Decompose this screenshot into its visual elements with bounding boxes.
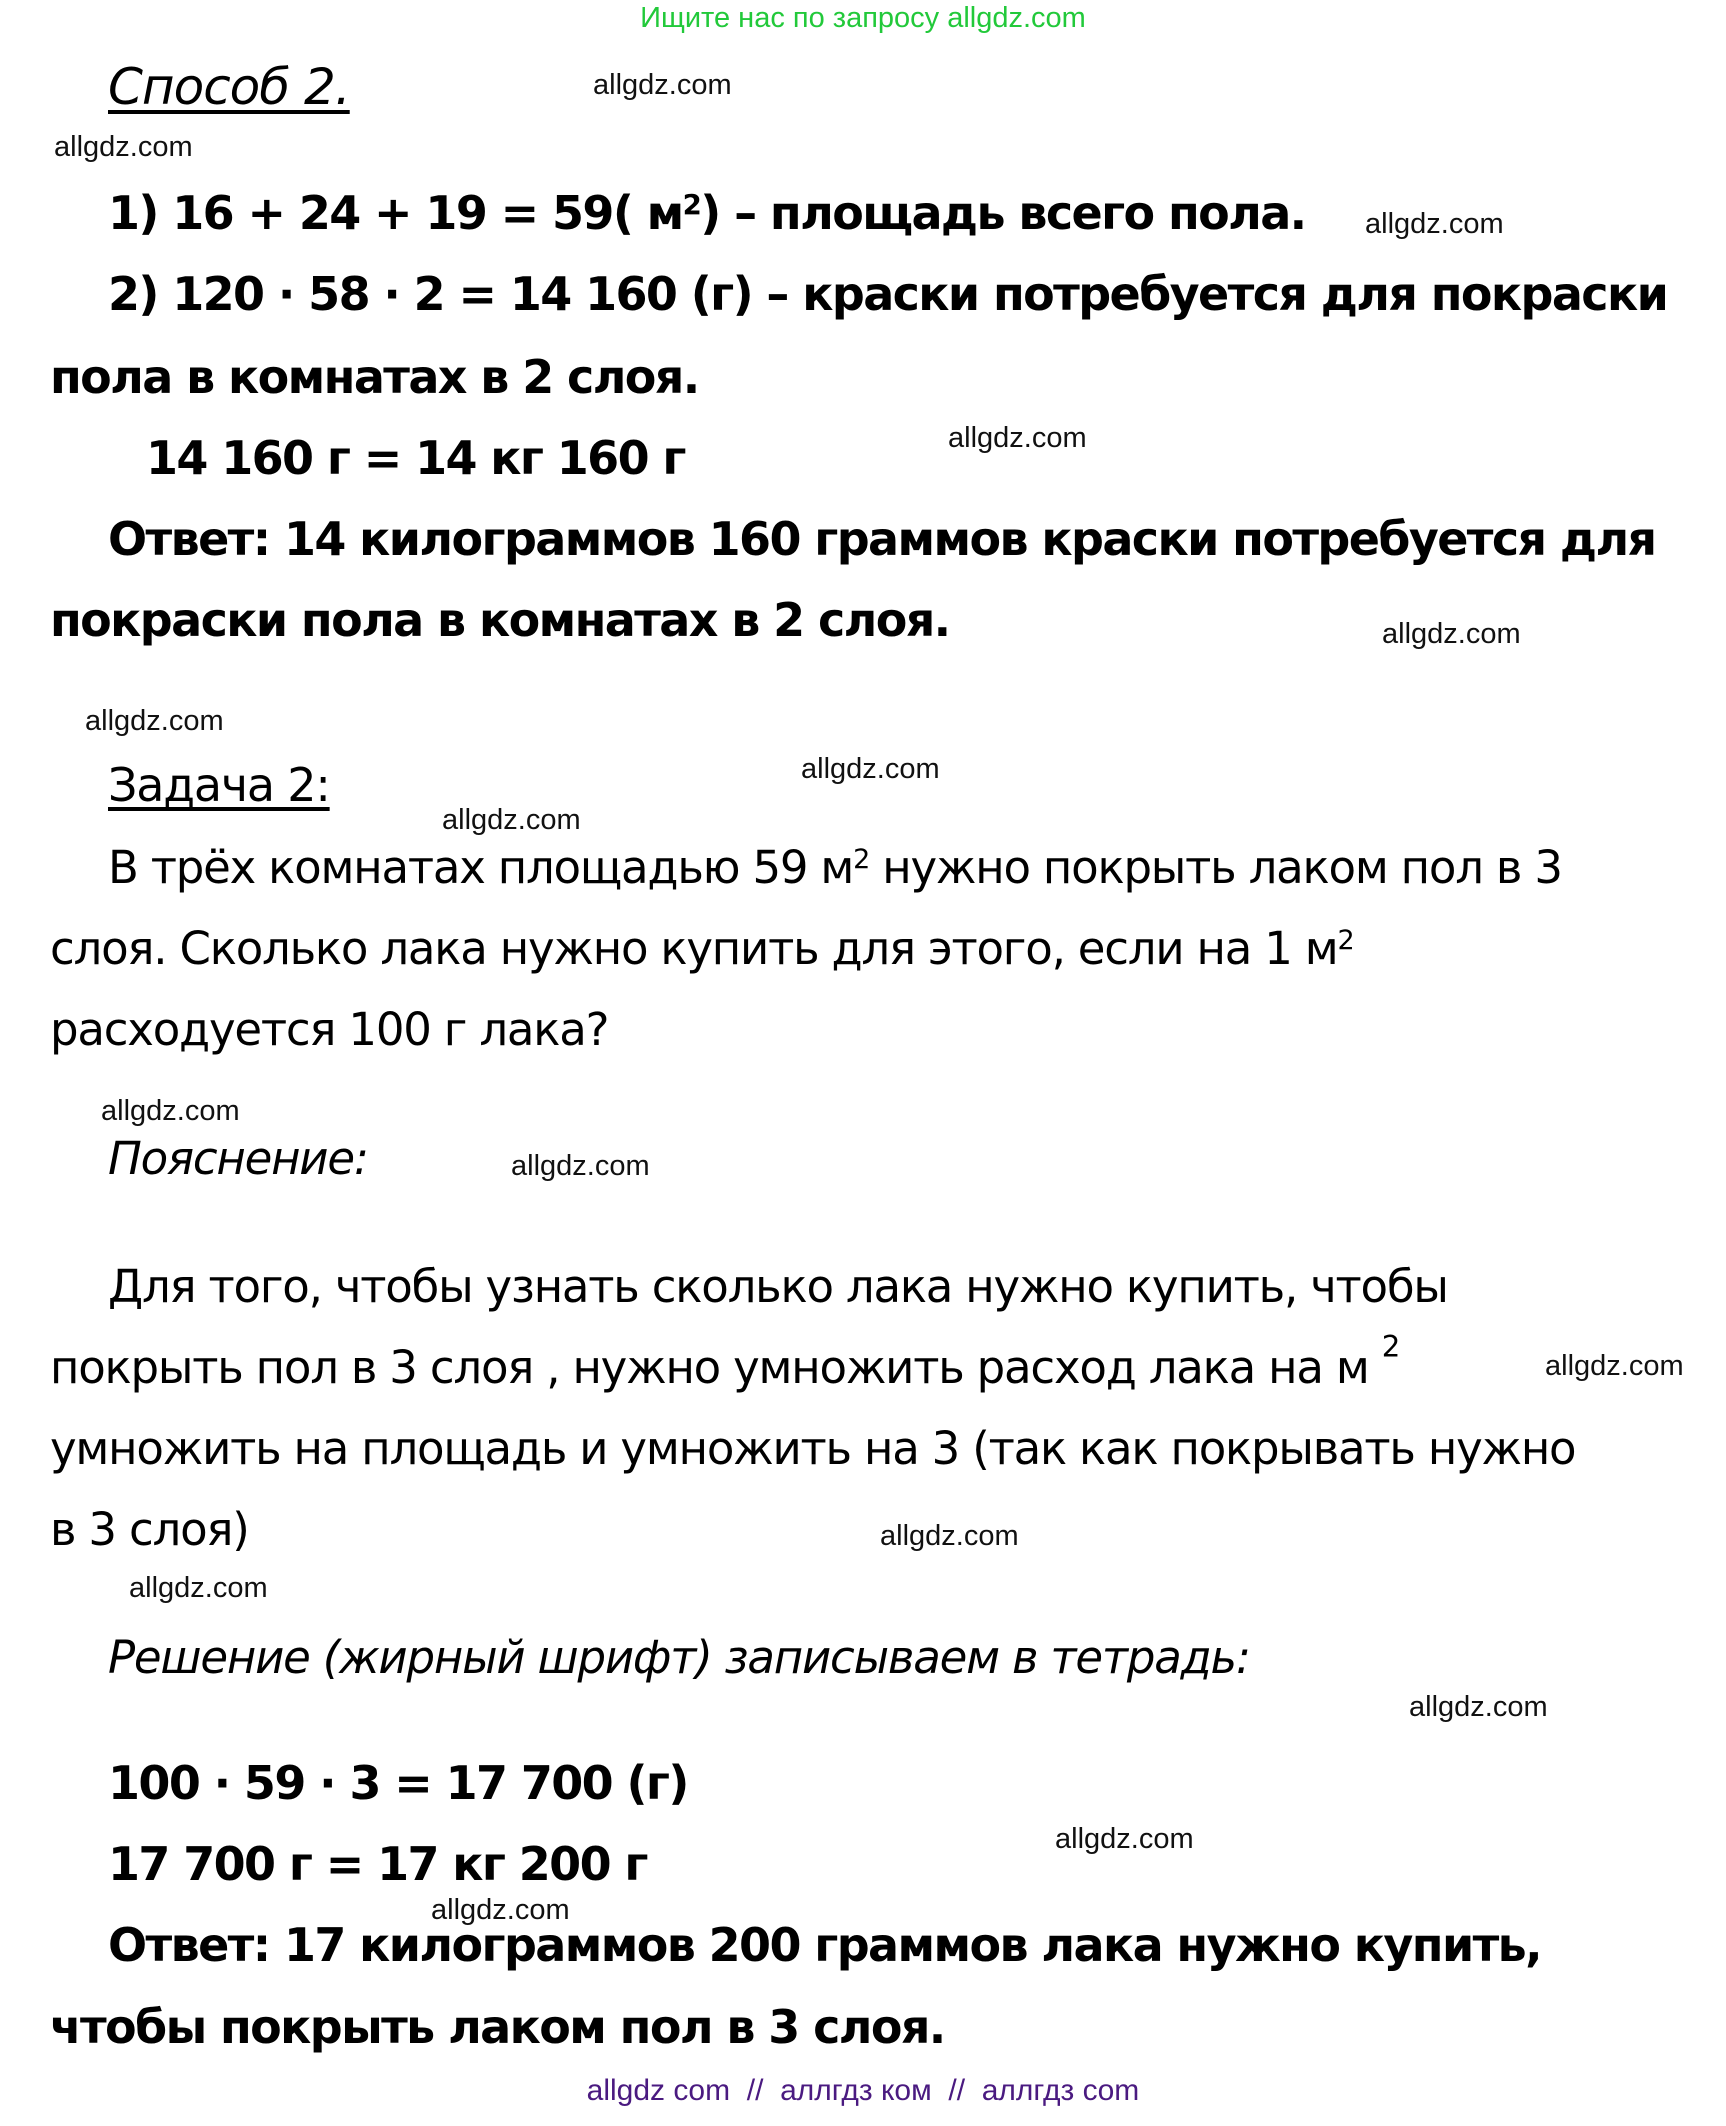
explanation-line-2-sup: 2 <box>1381 1329 1400 1364</box>
problem-line-2-sup: 2 <box>1337 925 1354 957</box>
conversion-2: 17 700 г = 17 кг 200 г <box>108 1837 647 1891</box>
solution-title: Решение (жирный шрифт) записываем в тетрадь: <box>108 1631 1250 1684</box>
step-2-line-2: пола в комнатах в 2 слоя. <box>50 350 699 404</box>
problem-line-1 <box>108 841 1562 894</box>
problem-line-3: расходуется 100 г лака? <box>50 1003 609 1056</box>
watermark: allgdz.com <box>801 753 940 785</box>
explanation-line-4: в 3 слоя) <box>50 1503 249 1556</box>
method-title: Способ 2. <box>108 58 350 116</box>
watermark: allgdz.com <box>593 69 732 101</box>
watermark: allgdz.com <box>880 1520 1019 1552</box>
problem-line-2-pre: слоя. Сколько лака нужно купить для этого, если на 1 м <box>50 922 1338 975</box>
watermark: allgdz.com <box>54 131 193 163</box>
problem-line-2 <box>50 922 1354 975</box>
conversion-1: 14 160 г = 14 кг 160 г <box>146 431 685 485</box>
answer-1-line-1: Ответ: 14 килограммов 160 граммов краски потребуется для <box>108 512 1656 566</box>
watermark: allgdz.com <box>1409 1691 1548 1723</box>
problem-line-1-post: нужно покрыть лаком пол в 3 <box>869 841 1562 894</box>
explanation-title: Пояснение: <box>108 1132 368 1185</box>
step-1-post: ) – площадь всего пола. <box>700 186 1306 240</box>
watermark: allgdz.com <box>1382 618 1521 650</box>
step-1-pre: 1) 16 + 24 + 19 = 59( м <box>108 186 683 240</box>
answer-1-line-2: покраски пола в комнатах в 2 слоя. <box>50 593 950 647</box>
step-2-line-1: 2) 120 · 58 · 2 = 14 160 (г) – краски потребуется для покраски <box>108 267 1668 321</box>
watermark: allgdz.com <box>85 705 224 737</box>
watermark: allgdz.com <box>1545 1350 1684 1382</box>
explanation-line-1: Для того, чтобы узнать сколько лака нужно купить, чтобы <box>108 1260 1448 1313</box>
explanation-line-2 <box>50 1329 1400 1394</box>
explanation-line-2-pre: покрыть пол в 3 слоя , нужно умножить расход лака на м <box>50 1341 1382 1394</box>
task-title: Задача 2: <box>108 758 330 812</box>
watermark: allgdz.com <box>1055 1823 1194 1855</box>
step-1-sup: 2 <box>682 187 701 221</box>
explanation-line-3: умножить на площадь и умножить на 3 (так как покрывать нужно <box>50 1422 1576 1475</box>
answer-2-line-1: Ответ: 17 килограммов 200 граммов лака нужно купить, <box>108 1918 1542 1972</box>
search-banner: Ищите нас по запросу allgdz.com <box>640 2 1086 34</box>
problem-line-1-sup: 2 <box>853 844 870 876</box>
calculation: 100 · 59 · 3 = 17 700 (г) <box>108 1756 688 1810</box>
problem-line-1-pre: В трёх комнатах площадью 59 м <box>108 841 854 894</box>
watermark: allgdz.com <box>511 1150 650 1182</box>
watermark: allgdz.com <box>431 1894 570 1926</box>
step-1 <box>108 186 1306 240</box>
answer-2-line-2: чтобы покрыть лаком пол в 3 слоя. <box>50 2000 945 2054</box>
watermark: allgdz.com <box>948 422 1087 454</box>
watermark: allgdz.com <box>442 804 581 836</box>
watermark: allgdz.com <box>1365 208 1504 240</box>
watermark: allgdz.com <box>129 1572 268 1604</box>
watermark: allgdz.com <box>101 1095 240 1127</box>
footer-links: allgdz com // аллгдз ком // аллгдз com <box>586 2074 1140 2107</box>
